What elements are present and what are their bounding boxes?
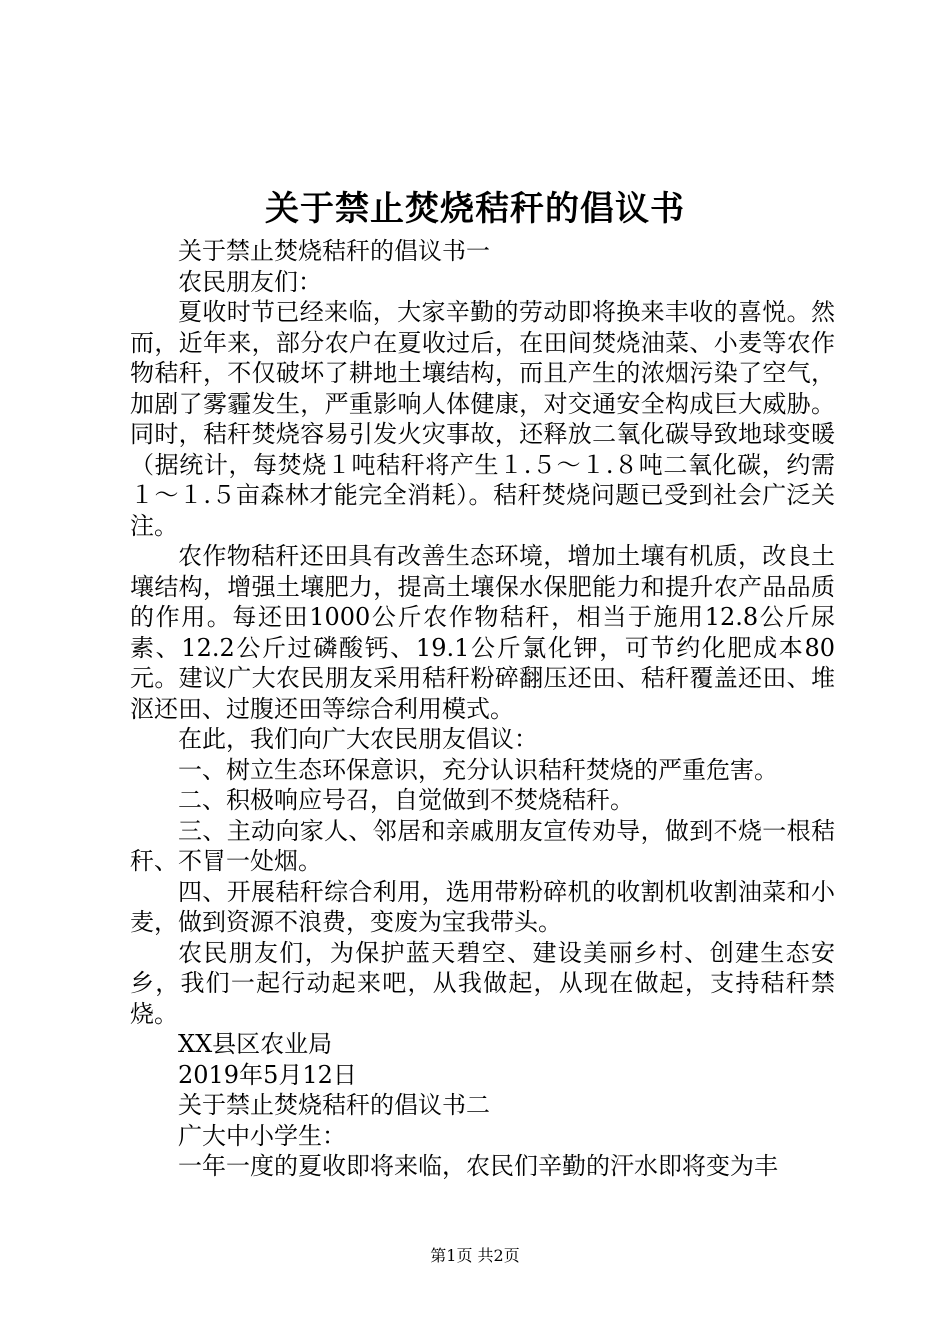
proposal-item-2: 二、积极响应号召，自觉做到不焚烧秸秆。 bbox=[178, 786, 634, 814]
paragraph-closing: 农民朋友们，为保护蓝天碧空、建设美丽乡村、创建生态安乡，我们一起行动起来吧，从我做起，从现在做起，支持秸秆禁烧。 bbox=[130, 938, 835, 1028]
document-body bbox=[130, 236, 835, 1182]
page-footer: 第1页 共2页 bbox=[430, 1246, 520, 1265]
signature-date: 2019年5月12日 bbox=[178, 1060, 357, 1089]
paragraph-heading-2: 关于禁止焚烧秸秆的倡议书二 bbox=[178, 1091, 490, 1119]
proposal-item-4: 四、开展秸秆综合利用，选用带粉碎机的收割机收割油菜和小麦，做到资源不浪费，变废为宝我带头。 bbox=[130, 877, 835, 936]
paragraph-heading-1: 关于禁止焚烧秸秆的倡议书一 bbox=[178, 237, 490, 265]
paragraph: 夏收时节已经来临，大家辛勤的劳动即将换来丰收的喜悦。然而，近年来，部分农户在夏收过后，在田间焚烧油菜、小麦等农作物秸秆，不仅破坏了耕地土壤结构，而且产生的浓烟污染了空气，加剧了雾霾发生，严重影响人体健康，对交通安全构成巨大威胁。同时，秸秆焚烧容易引发火灾事故，还释放二氧化碳导致地球变暖（据统计，每焚烧１吨秸秆将产生１.５～１.８吨二氧化碳，约需１～１.５亩森林才能完全消耗）。秸秆焚烧问题已受到社会广泛关注。 bbox=[130, 298, 835, 540]
document-title: 关于禁止焚烧秸秆的倡议书 bbox=[265, 189, 685, 229]
paragraph-salutation-2: 广大中小学生： bbox=[178, 1121, 346, 1150]
paragraph-salutation-1: 农民朋友们： bbox=[178, 267, 322, 296]
proposal-item-3: 三、主动向家人、邻居和亲戚朋友宣传劝导，做到不烧一根秸秆、不冒一处烟。 bbox=[130, 816, 835, 875]
signature-organization: XX县区农业局 bbox=[178, 1030, 333, 1058]
paragraph: 农作物秸秆还田具有改善生态环境，增加土壤有机质，改良土壤结构，增强土壤肥力，提高土壤保水保肥能力和提升农产品品质的作用。每还田1000公斤农作物秸秆，相当于施用12.8公斤尿素、12.2公斤过磷酸钙、19.1公斤氯化钾，可节约化肥成本80元。建议广大农民朋友采用秸秆粉碎翻压还田、秸秆覆盖还田、堆沤还田、过腹还田等综合利用模式。 bbox=[130, 542, 835, 723]
proposal-item-1: 一、树立生态环保意识，充分认识秸秆焚烧的严重危害。 bbox=[178, 755, 778, 784]
paragraph: 在此，我们向广大农民朋友倡议： bbox=[178, 725, 538, 753]
paragraph: 一年一度的夏收即将来临，农民们辛勤的汗水即将变为丰 bbox=[178, 1152, 778, 1180]
